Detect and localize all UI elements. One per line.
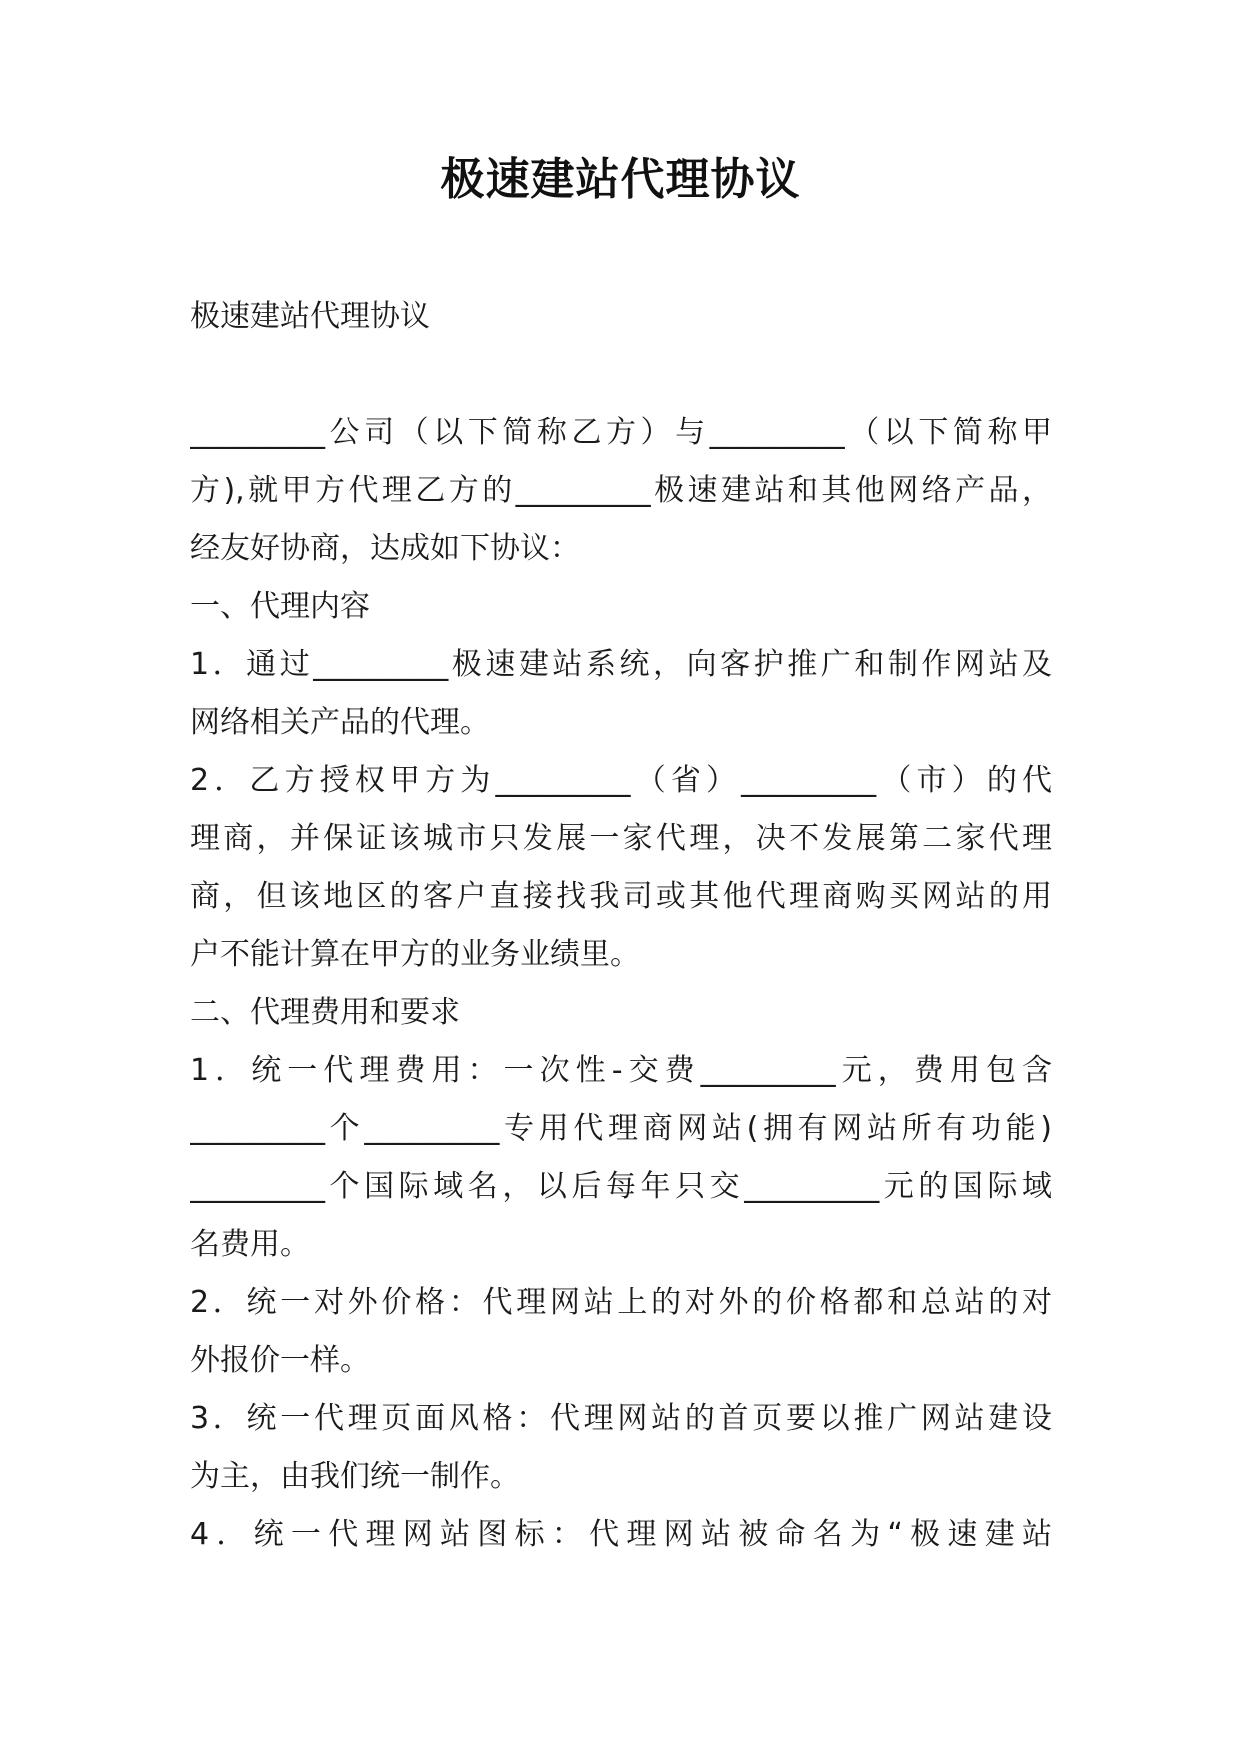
clause-line: 1．统一代理费用：一次性-交费_________元，费用包含 — [190, 1053, 1052, 1088]
preamble-line: 经友好协商，达成如下协议： — [190, 531, 580, 566]
clause-line: _________个国际域名，以后每年只交_________元的国际域 — [190, 1169, 1052, 1204]
clause-line: 户不能计算在甲方的业务业绩里。 — [190, 937, 640, 972]
document-subtitle: 极速建站代理协议 — [190, 299, 430, 334]
preamble-line: 方),就甲方代理乙方的_________极速建站和其他网络产品， — [190, 473, 1052, 508]
document-title: 极速建站代理协议 — [440, 154, 801, 205]
clause-line: 为主，由我们统一制作。 — [190, 1459, 520, 1494]
clause-line: 2．乙方授权甲方为_________（省）_________（市）的代 — [190, 763, 1052, 798]
clause-line: _________个_________专用代理商网站(拥有网站所有功能) — [190, 1111, 1052, 1146]
clause-line: 理商，并保证该城市只发展一家代理，决不发展第二家代理 — [190, 821, 1052, 856]
paragraph-gap — [190, 346, 1052, 404]
clause-line: 名费用。 — [190, 1227, 310, 1262]
preamble-line: _________公司（以下简称乙方）与_________（以下简称甲 — [190, 415, 1052, 450]
clause-line: 4．统一代理网站图标：代理网站被命名为“极速建站 — [190, 1517, 1052, 1552]
clause-line: 2．统一对外价格：代理网站上的对外的价格都和总站的对 — [190, 1285, 1052, 1320]
section-heading: 二、代理费用和要求 — [190, 995, 460, 1030]
clause-line: 商，但该地区的客户直接找我司或其他代理商购买网站的用 — [190, 879, 1052, 914]
section-heading: 一、代理内容 — [190, 589, 370, 624]
clause-line: 1．通过_________极速建站系统，向客护推广和制作网站及 — [190, 647, 1052, 682]
clause-line: 网络相关产品的代理。 — [190, 705, 490, 740]
clause-line: 3．统一代理页面风格：代理网站的首页要以推广网站建设 — [190, 1401, 1052, 1436]
clause-line: 外报价一样。 — [190, 1343, 370, 1378]
document-body — [190, 288, 1052, 1564]
